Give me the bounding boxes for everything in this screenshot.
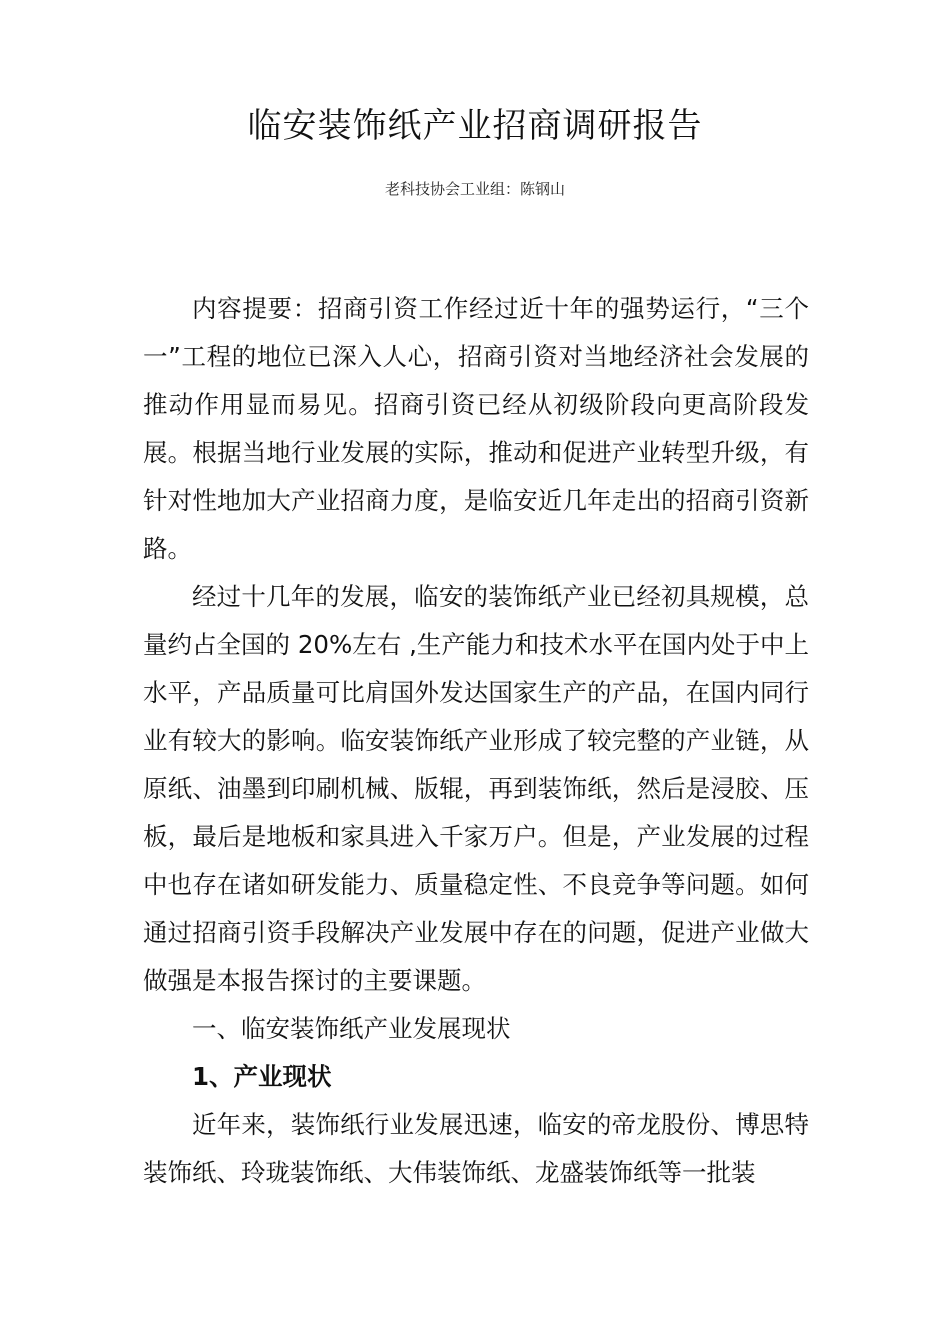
author-line: 老科技协会工业组：陈钢山 (384, 180, 565, 198)
industry-status-paragraph: 近年来，装饰纸行业发展迅速，临安的帝龙股份、博思特装饰纸、玲珑装饰纸、大伟装饰纸、龙盛装饰纸等一批装 (143, 1110, 809, 1187)
document-title: 临安装饰纸产业招商调研报告 (247, 106, 703, 146)
subsection-heading: 1、产业现状 (192, 1062, 332, 1091)
section-heading: 一、临安装饰纸产业发展现状 (192, 1014, 511, 1043)
document-body (143, 285, 809, 1197)
abstract-paragraph: 内容提要：招商引资工作经过近十年的强势运行，“三个一”工程的地位已深入人心，招商引资对当地经济社会发展的推动作用显而易见。招商引资已经从初级阶段向更高阶段发展。根据当地行业发展的实际，推动和促进产业转型升级，有针对性地加大产业招商力度，是临安近几年走出的招商引资新路。 (143, 294, 809, 563)
overview-paragraph: 经过十几年的发展，临安的装饰纸产业已经初具规模，总量约占全国的 20%左右 ,生产能力和技术水平在国内处于中上水平，产品质量可比肩国外发达国家生产的产品，在国内同行业有较大的影响。临安装饰纸产业形成了较完整的产业链，从原纸、油墨到印刷机械、版辊，再到装饰纸，然后是浸胶、压板，最后是地板和家具进入千家万户。但是，产业发展的过程中也存在诸如研发能力、质量稳定性、不良竞争等问题。如何通过招商引资手段解决产业发展中存在的问题，促进产业做大做强是本报告探讨的主要课题。 (143, 582, 809, 995)
